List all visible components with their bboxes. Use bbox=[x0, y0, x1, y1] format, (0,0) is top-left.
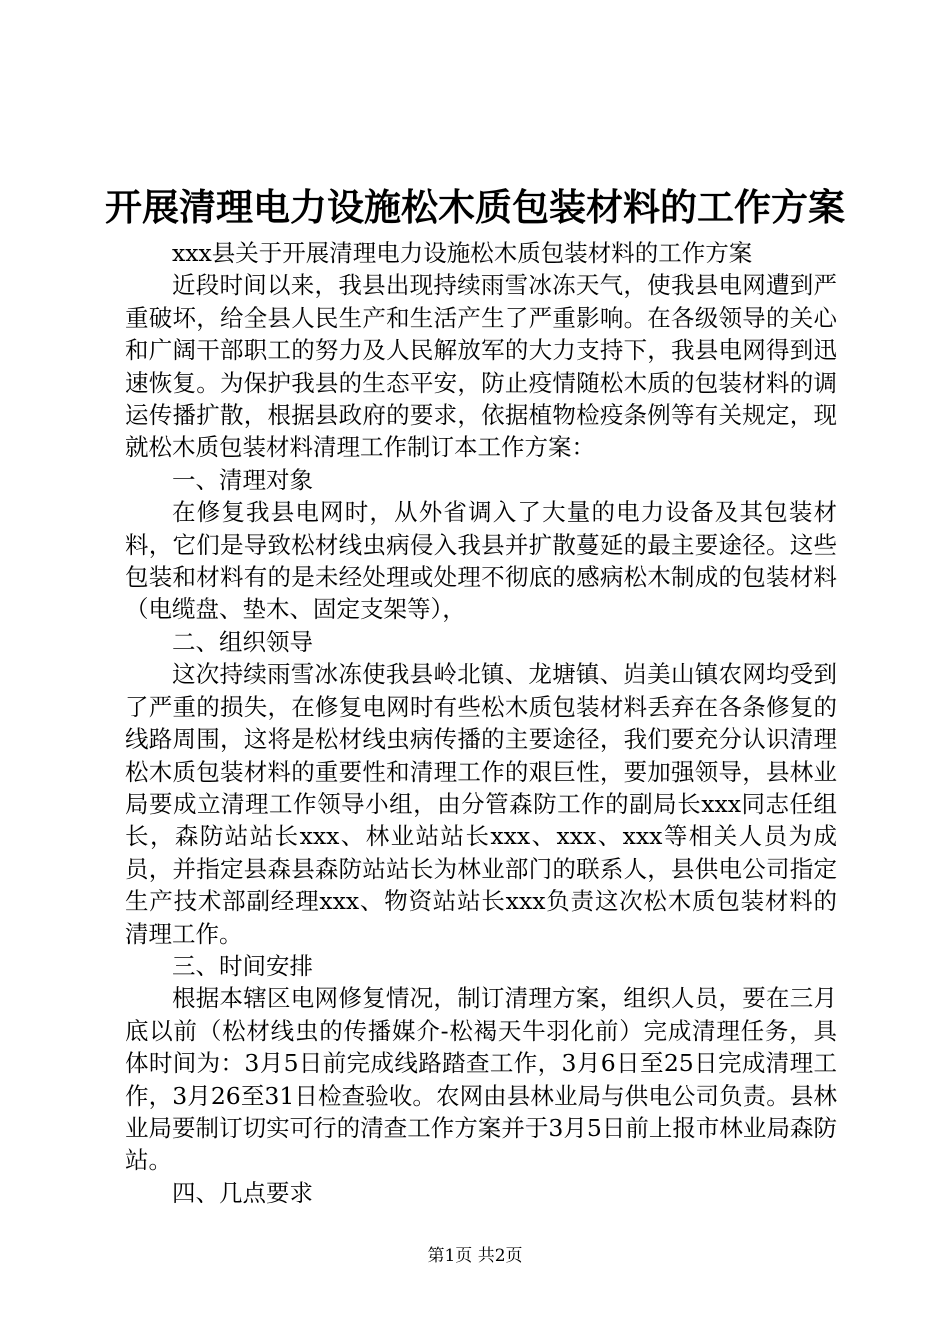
section-1-heading: 一、清理对象 bbox=[172, 465, 313, 494]
document-body bbox=[125, 237, 837, 1209]
document-title: 开展清理电力设施松木质包装材料的工作方案 bbox=[105, 186, 845, 229]
page-number-footer: 第1页 共2页 bbox=[427, 1246, 523, 1266]
section-3-paragraph: 根据本辖区电网修复情况，制订清理方案，组织人员，要在三月底以前（松材线虫的传播媒介-松褐天牛羽化前）完成清理任务，具体时间为：3月5日前完成线路踏查工作，3月6日至25日完成清理工作，3月26至31日检查验收。农网由县林业局与供电公司负责。县林业局要制订切实可行的清查工作方案并于3月5日前上报市林业局森防站。 bbox=[125, 984, 837, 1175]
document-subtitle: xxx县关于开展清理电力设施松木质包装材料的工作方案 bbox=[172, 239, 753, 267]
intro-paragraph: 近段时间以来，我县出现持续雨雪冰冻天气，使我县电网遭到严重破坏，给全县人民生产和生活产生了严重影响。在各级领导的关心和广阔干部职工的努力及人民解放军的大力支持下，我县电网得到迅速恢复。为保护我县的生态平安，防止疫情随松木质的包装材料的调运传播扩散，根据县政府的要求，依据植物检疫条例等有关规定，现就松木质包装材料清理工作制订本工作方案： bbox=[125, 271, 837, 462]
section-4-heading: 四、几点要求 bbox=[172, 1178, 313, 1207]
section-3-heading: 三、时间安排 bbox=[172, 951, 313, 980]
section-1-paragraph: 在修复我县电网时，从外省调入了大量的电力设备及其包装材料，它们是导致松材线虫病侵入我县并扩散蔓延的最主要途径。这些包装和材料有的是未经处理或处理不彻底的感病松木制成的包装材料（电缆盘、垫木、固定支架等）， bbox=[125, 498, 837, 624]
section-2-heading: 二、组织领导 bbox=[172, 627, 313, 656]
section-2-paragraph: 这次持续雨雪冰冻使我县岭北镇、龙塘镇、岿美山镇农网均受到了严重的损失，在修复电网时有些松木质包装材料丢弃在各条修复的线路周围，这将是松材线虫病传播的主要途径，我们要充分认识清理松木质包装材料的重要性和清理工作的艰巨性，要加强领导，县林业局要成立清理工作领导小组，由分管森防工作的副局长xxx同志任组长，森防站站长xxx、林业站站长xxx、xxx、xxx等相关人员为成员，并指定县森县森防站站长为林业部门的联系人，县供电公司指定生产技术部副经理xxx、物资站站长xxx负责这次松木质包装材料的清理工作。 bbox=[125, 660, 837, 948]
